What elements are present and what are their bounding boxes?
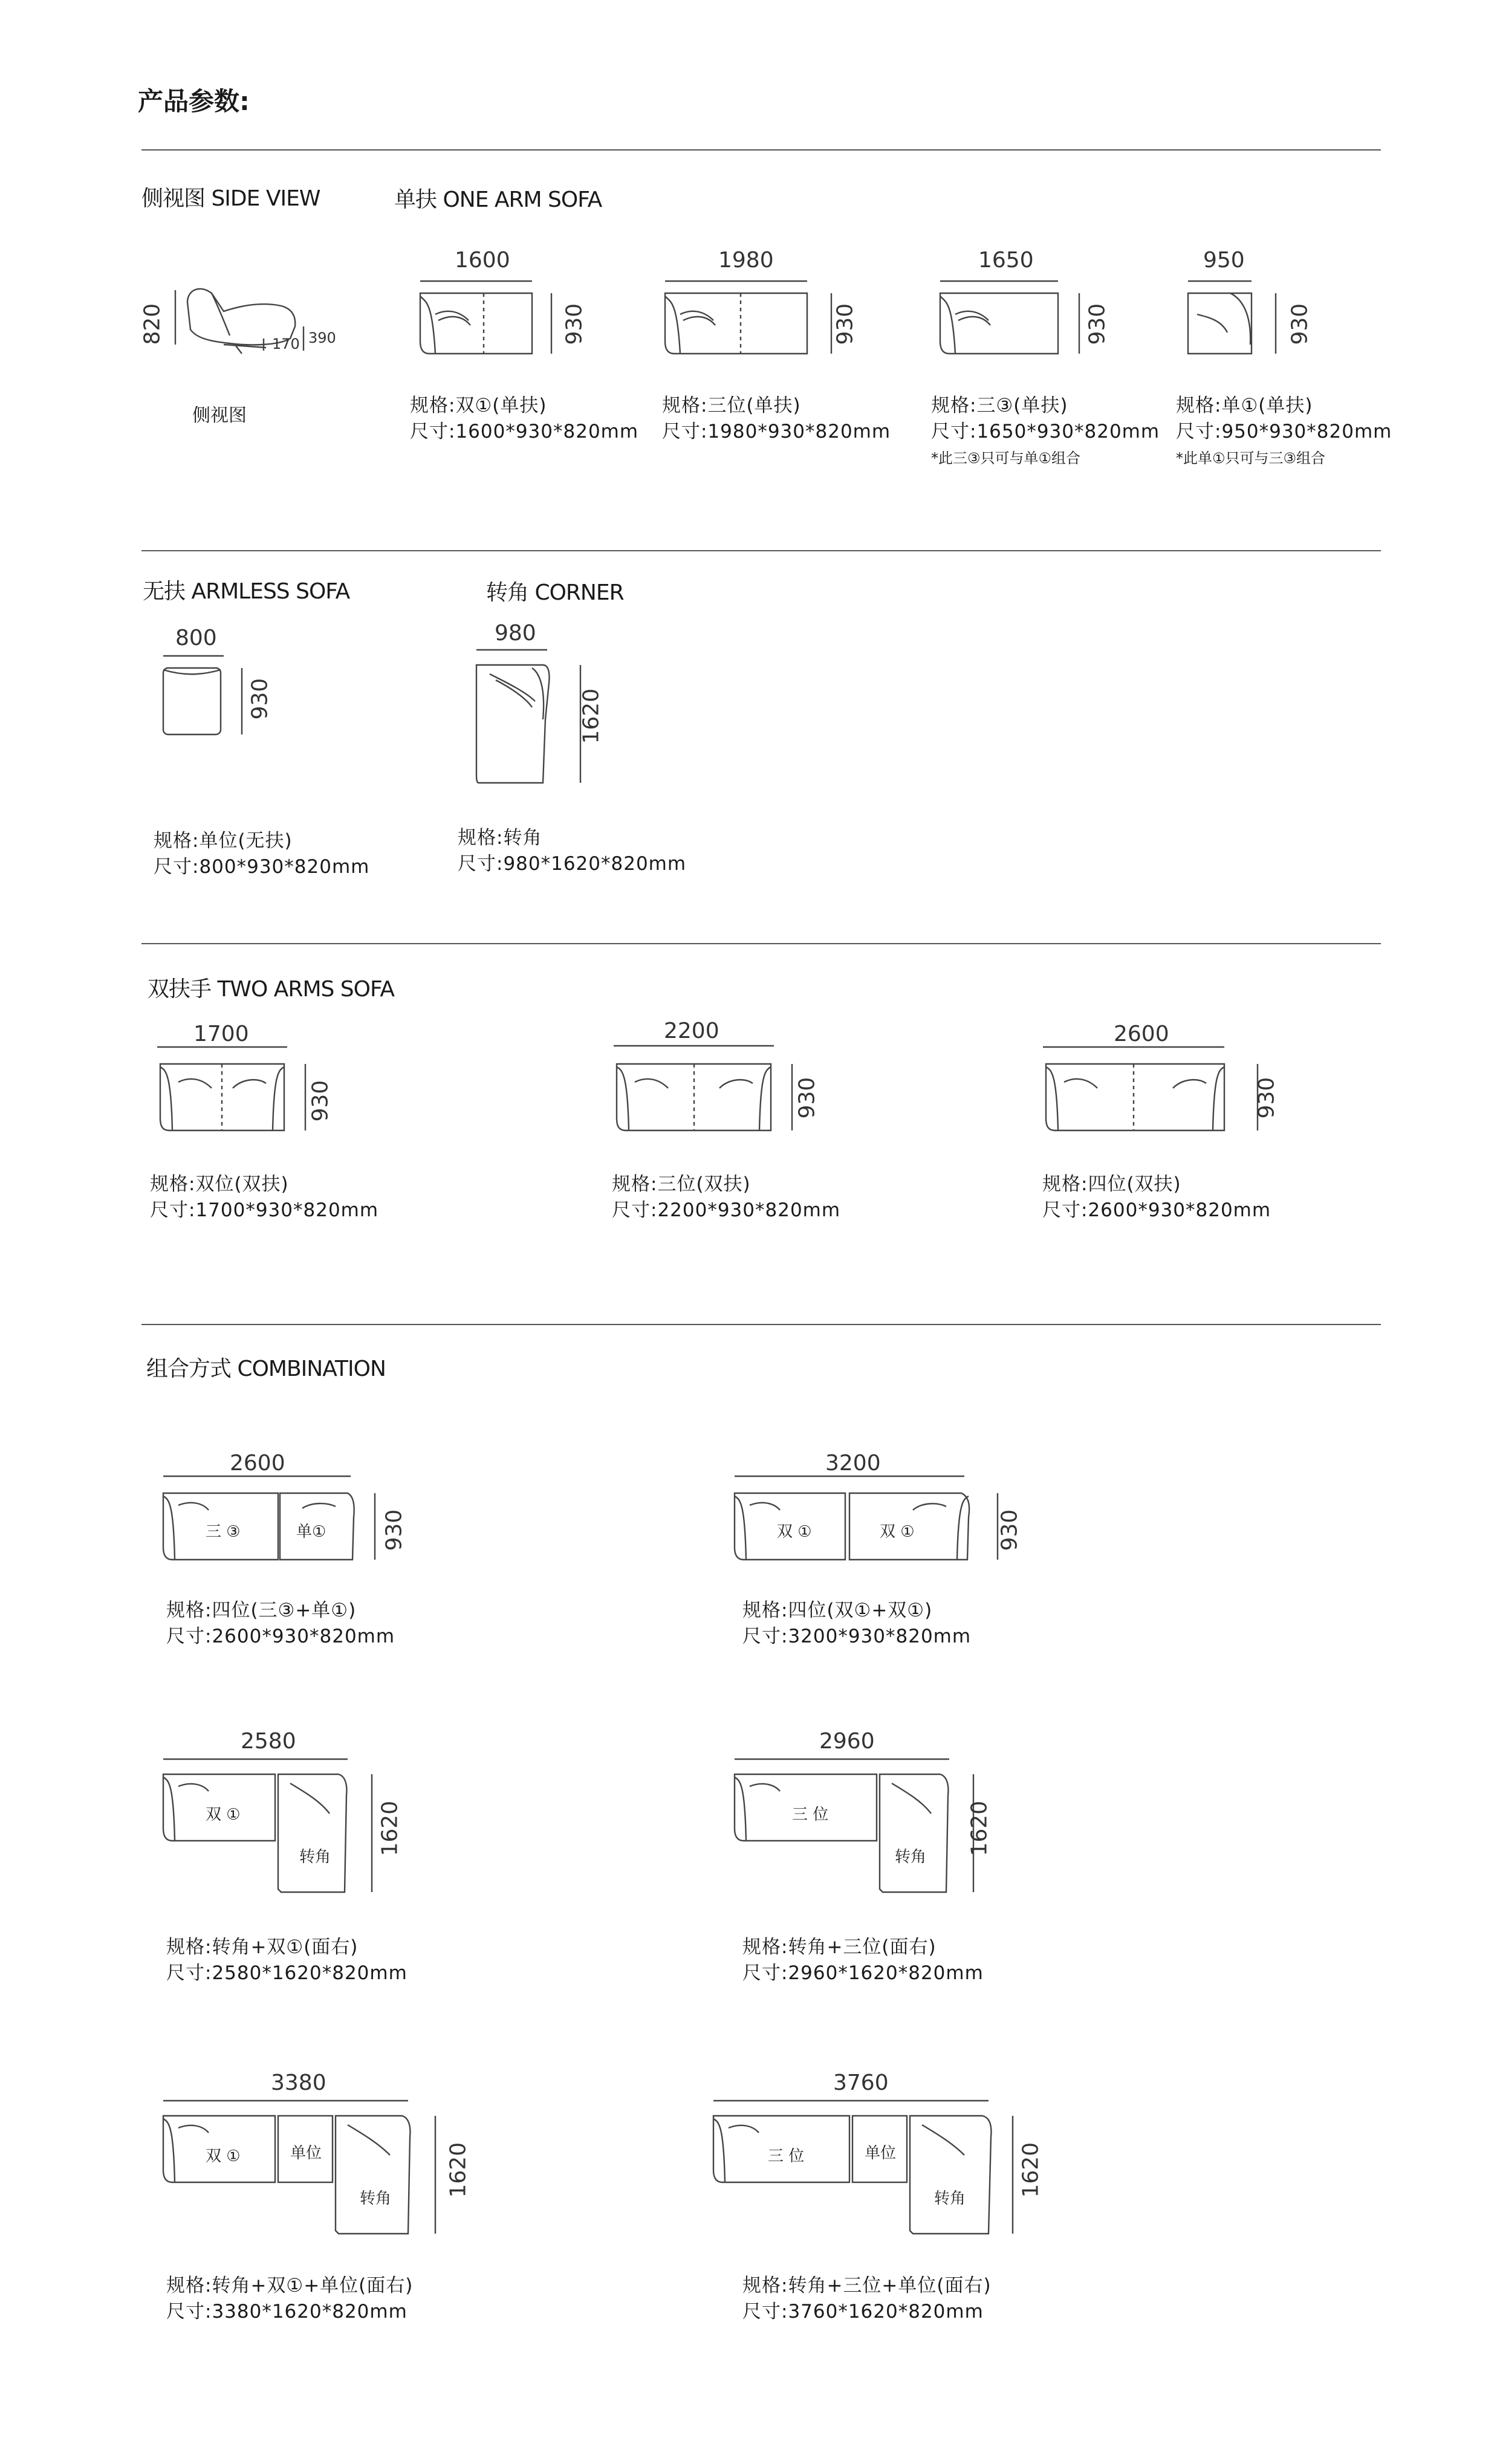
- side-view-heading: 侧视图 SIDE VIEW: [141, 186, 320, 211]
- combination-6-label-2: 单位: [865, 2144, 897, 2162]
- combination-2-drawing: [732, 1463, 1010, 1566]
- divider: [141, 550, 1381, 551]
- combination-1-label-1: 三 ③: [206, 1523, 241, 1541]
- combination-1-spec: 规格:四位(三③+单①): [166, 1600, 357, 1621]
- combination-6-label-3: 转角: [934, 2190, 966, 2208]
- combination-1-width: 2600: [230, 1451, 285, 1476]
- corner-depth: 1620: [579, 688, 604, 744]
- one-arm-1-size: 尺寸:1600*930*820mm: [410, 421, 639, 443]
- combination-6-label-1: 三 位: [768, 2147, 805, 2165]
- combination-3-label-2: 转角: [299, 1848, 331, 1866]
- combination-1-depth: 930: [381, 1509, 407, 1551]
- combination-6-drawing: [710, 2089, 1049, 2240]
- armless-size: 尺寸:800*930*820mm: [154, 856, 370, 878]
- combination-2-label-2: 双 ①: [880, 1523, 915, 1541]
- combination-1-drawing: [160, 1463, 414, 1566]
- one-arm-2-width: 1980: [718, 248, 774, 273]
- two-arms-2-depth: 930: [794, 1077, 820, 1119]
- two-arms-2-size: 尺寸:2200*930*820mm: [612, 1199, 841, 1221]
- two-arms-3-depth: 930: [1254, 1077, 1279, 1119]
- combination-5-depth: 1620: [446, 2142, 471, 2198]
- armless-depth: 930: [247, 678, 273, 720]
- combination-4-width: 2960: [819, 1729, 875, 1754]
- corner-size: 尺寸:980*1620*820mm: [458, 853, 687, 875]
- one-arm-sofa-2-drawing: [662, 278, 843, 369]
- divider: [141, 149, 1381, 151]
- combination-5-spec: 规格:转角+双①+单位(面右): [166, 2275, 414, 2297]
- one-arm-1-depth: 930: [562, 303, 587, 345]
- combination-2-size: 尺寸:3200*930*820mm: [742, 1626, 972, 1647]
- combination-6-width: 3760: [833, 2070, 889, 2095]
- one-arm-4-width: 950: [1203, 248, 1245, 273]
- armless-sofa-drawing: [157, 653, 260, 750]
- one-arm-3-width: 1650: [978, 248, 1034, 273]
- one-arm-4-depth: 930: [1287, 303, 1313, 345]
- one-arm-3-spec: 规格:三③(单扶): [931, 395, 1068, 417]
- one-arm-heading: 单扶 ONE ARM SOFA: [394, 187, 602, 212]
- combination-4-spec: 规格:转角+三位(面右): [742, 1936, 937, 1958]
- combination-3-depth: 1620: [377, 1800, 403, 1856]
- two-arms-3-spec: 规格:四位(双扶): [1042, 1173, 1181, 1195]
- one-arm-1-spec: 规格:双①(单扶): [410, 395, 547, 417]
- side-depth2-label: 390: [308, 329, 336, 346]
- combination-heading: 组合方式 COMBINATION: [146, 1357, 386, 1381]
- corner-width: 980: [495, 621, 536, 646]
- two-arms-3-width: 2600: [1114, 1022, 1169, 1046]
- combination-4-label-1: 三 位: [792, 1806, 829, 1824]
- corner-spec: 规格:转角: [458, 827, 542, 849]
- armless-width: 800: [175, 626, 217, 650]
- one-arm-4-spec: 规格:单①(单扶): [1176, 395, 1313, 417]
- combination-3-label-1: 双 ①: [206, 1806, 241, 1824]
- two-arms-3-size: 尺寸:2600*930*820mm: [1042, 1199, 1271, 1221]
- combination-5-width: 3380: [271, 2070, 326, 2095]
- one-arm-1-width: 1600: [455, 248, 510, 273]
- combination-1-size: 尺寸:2600*930*820mm: [166, 1626, 395, 1647]
- combination-5-drawing: [160, 2089, 475, 2240]
- combination-2-spec: 规格:四位(双①+双①): [742, 1600, 933, 1621]
- combination-5-label-3: 转角: [360, 2190, 392, 2208]
- corner-heading: 转角 CORNER: [486, 580, 624, 605]
- one-arm-4-note: *此单①只可与三③组合: [1176, 450, 1326, 467]
- combination-4-label-2: 转角: [895, 1848, 927, 1866]
- combination-5-label-2: 单位: [290, 2144, 322, 2162]
- one-arm-2-size: 尺寸:1980*930*820mm: [662, 421, 891, 443]
- combination-6-size: 尺寸:3760*1620*820mm: [742, 2301, 984, 2323]
- combination-6-depth: 1620: [1018, 2142, 1044, 2198]
- one-arm-sofa-1-drawing: [417, 278, 562, 369]
- two-arms-1-spec: 规格:双位(双扶): [150, 1173, 289, 1195]
- one-arm-3-size: 尺寸:1650*930*820mm: [931, 421, 1160, 443]
- armless-heading: 无扶 ARMLESS SOFA: [143, 579, 350, 604]
- one-arm-2-depth: 930: [833, 303, 858, 345]
- one-arm-2-spec: 规格:三位(单扶): [662, 395, 801, 417]
- armless-spec: 规格:单位(无扶): [154, 830, 293, 852]
- side-height-label: 820: [140, 303, 165, 345]
- combination-6-spec: 规格:转角+三位+单位(面右): [742, 2275, 992, 2297]
- two-arms-1-width: 1700: [193, 1022, 249, 1046]
- divider: [141, 943, 1381, 944]
- divider: [141, 1324, 1381, 1325]
- combination-5-label-1: 双 ①: [206, 2147, 241, 2165]
- combination-3-size: 尺寸:2580*1620*820mm: [166, 1962, 407, 1984]
- combination-3-width: 2580: [241, 1729, 296, 1754]
- side-view-caption: 侧视图: [192, 405, 247, 426]
- side-view-drawing: [139, 278, 339, 363]
- two-arms-2-spec: 规格:三位(双扶): [612, 1173, 751, 1195]
- combination-4-size: 尺寸:2960*1620*820mm: [742, 1962, 984, 1984]
- combination-3-spec: 规格:转角+双①(面右): [166, 1936, 359, 1958]
- one-arm-sofa-3-drawing: [937, 278, 1088, 369]
- combination-4-depth: 1620: [967, 1800, 992, 1856]
- two-arms-1-size: 尺寸:1700*930*820mm: [150, 1199, 379, 1221]
- combination-2-depth: 930: [997, 1509, 1022, 1551]
- combination-5-size: 尺寸:3380*1620*820mm: [166, 2301, 407, 2323]
- combination-3-drawing: [160, 1747, 414, 1898]
- two-arms-heading: 双扶手 TWO ARMS SOFA: [148, 977, 395, 1002]
- side-depth1-label: 170: [272, 336, 300, 352]
- combination-1-label-2: 单①: [296, 1523, 326, 1541]
- one-arm-3-note: *此三③只可与单①组合: [931, 450, 1081, 467]
- page-title: 产品参数:: [138, 86, 250, 116]
- one-arm-4-size: 尺寸:950*930*820mm: [1176, 421, 1392, 443]
- combination-2-label-1: 双 ①: [777, 1523, 812, 1541]
- one-arm-3-depth: 930: [1085, 303, 1110, 345]
- combination-2-width: 3200: [825, 1451, 881, 1476]
- two-arms-1-depth: 930: [308, 1080, 333, 1122]
- two-arms-2-width: 2200: [664, 1019, 719, 1043]
